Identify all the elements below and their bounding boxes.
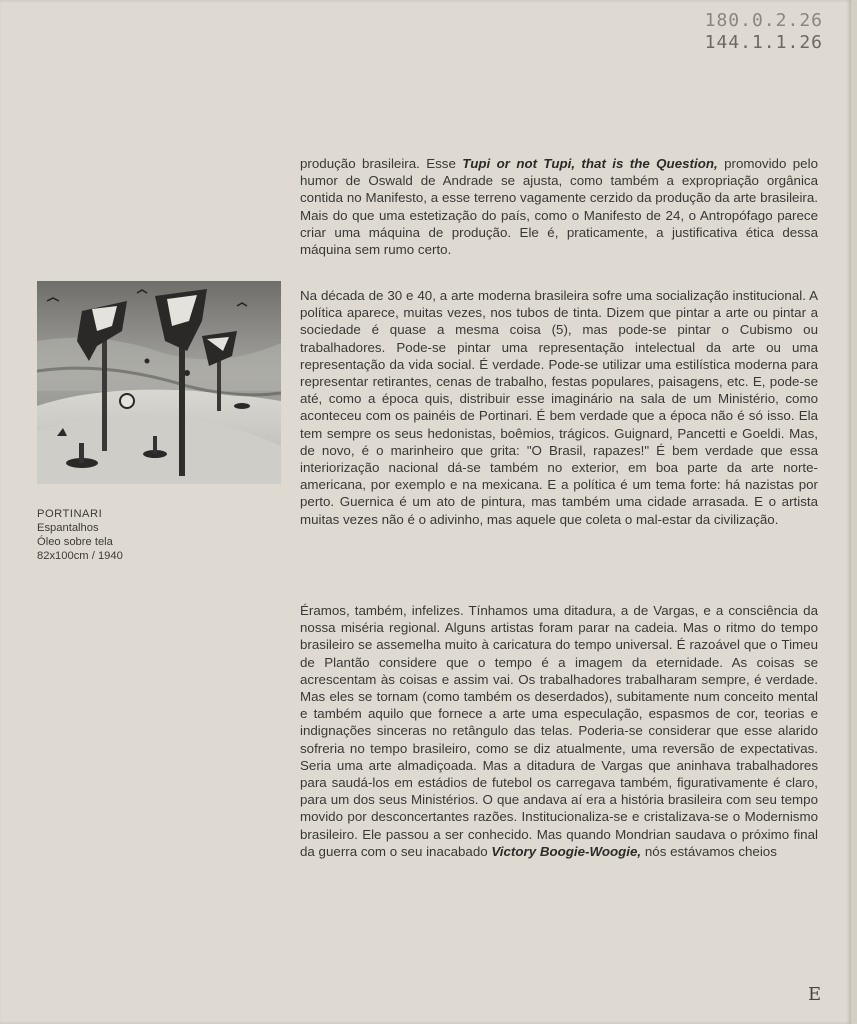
handwritten-reference-1: 180.0.2.26 — [704, 10, 823, 31]
paragraph-3-text-start: Éramos, também, infelizes. Tínhamos uma ditadura, a de Vargas, e a consciência da nossa miséria regional. Alguns artistas foram parar na cadeia. Mas o ritmo do tempo brasileiro se assemelha muito à caricatura do tempo universal. É razoável que o Timeu de Plantão considere que o tempo é a imagem da eternidade. As coisas se acrescentam às coisas e assim vai. Os trabalhadores trabalharam sempre, é verdade. Mas eles se tornam (como também os deserdados), subitamente num conceito mental e também aquilo que fornece a arte uma especulação, espasmos de cor, teorias e indignações sinceras no retângulo das telas. Poderia-se considerar que esse alarido sofreria no tempo brasileiro, como se diz atualmente, uma reversão de expectativas. Seria uma arte almadiçoada. Mas a ditadura de Vargas que aninhava trabalhadores para saudá-los em estádios de futebol os carregava também, figurativamente é claro, para um dos seus Ministérios. O que andava aí era a história brasileira com seu tempo movido por desconcertantes razões. Institucionaliza-se e cristalizava-se o Modernismo brasileiro. Ele passou a ser conhecido. Mas quando Mondrian saudava o próximo final da guerra com o seu inacabado — [300, 603, 818, 859]
caption-dimensions: 82x100cm / 1940 — [37, 550, 123, 562]
paragraph-3-text-end: nós estávamos cheios — [641, 843, 777, 859]
paragraph-1-text-end: promovido pelo humor de Oswald de Andrade se ajusta, como também a expropriação orgânica contida no Manifesto, a esse terreno vagamente cerzido da produção da arte brasileira. Mais do que uma estetização do país, como o Manifesto de 24, o Antropófago parece criar uma máquina de produção. Ele é, praticamente, a justificativa ética dessa máquina sem rumo certo. — [300, 156, 818, 258]
caption-medium: Óleo sobre tela — [37, 536, 113, 548]
paragraph-3-emphasis: Victory Boogie-Woogie, — [491, 843, 642, 859]
page-mark: E — [808, 984, 822, 1005]
paragraph-1 — [300, 155, 818, 258]
caption-artist: PORTINARI — [37, 508, 103, 520]
paragraph-2-text: Na década de 30 e 40, a arte moderna brasileira sofre uma socialização institucional. A política aparece, muitas vezes, nos tubos de tinta. Dizem que pintar a arte ou pintar a sociedade é quase a mesma coisa (5), mas pode-se pintar o Cubismo ou trabalhadores. Pode-se pintar uma representação intelectual da arte ou uma representação da vida social. É verdade. Pode-se utilizar uma estilística moderna para representar retirantes, cenas de trabalho, festas populares, paisagens, etc. E, pode-se até, como a época quis, distribuir esse imaginário na sala de um Ministério, como aconteceu com os painéis de Portinari. É bem verdade que a época não é só isso. Ela tem sempre os seus hedonistas, boêmios, trágicos. Guignard, Pancetti e Goeldi. Mas, de novo, é o marinheiro que grita: "O Brasil, rapazes!" É bem verdade que essa interiorização nacional dá-se também no exterior, em boa parte da arte norte-americana, por exemplo e na mexicana. E a política é um tema forte: há nazistas por perto. Guernica é um ato de pintura, mas também uma cidade arrasada. E o artista muitas vezes não é o adivinho, mas aquele que coleta o mal-estar da civilização. — [300, 288, 818, 527]
paragraph-2 — [300, 287, 818, 528]
paragraph-1-text-start: produção brasileira. Esse — [300, 156, 463, 171]
paragraph-1-emphasis: Tupi or not Tupi, that is the Question, — [462, 156, 718, 171]
paragraph-3 — [300, 602, 818, 860]
artwork-image — [37, 281, 281, 484]
handwritten-reference-2: 144.1.1.26 — [704, 32, 823, 53]
scarecrows-painting-graphic — [37, 281, 281, 484]
artwork-caption — [37, 507, 123, 563]
caption-title: Espantalhos — [37, 522, 99, 534]
